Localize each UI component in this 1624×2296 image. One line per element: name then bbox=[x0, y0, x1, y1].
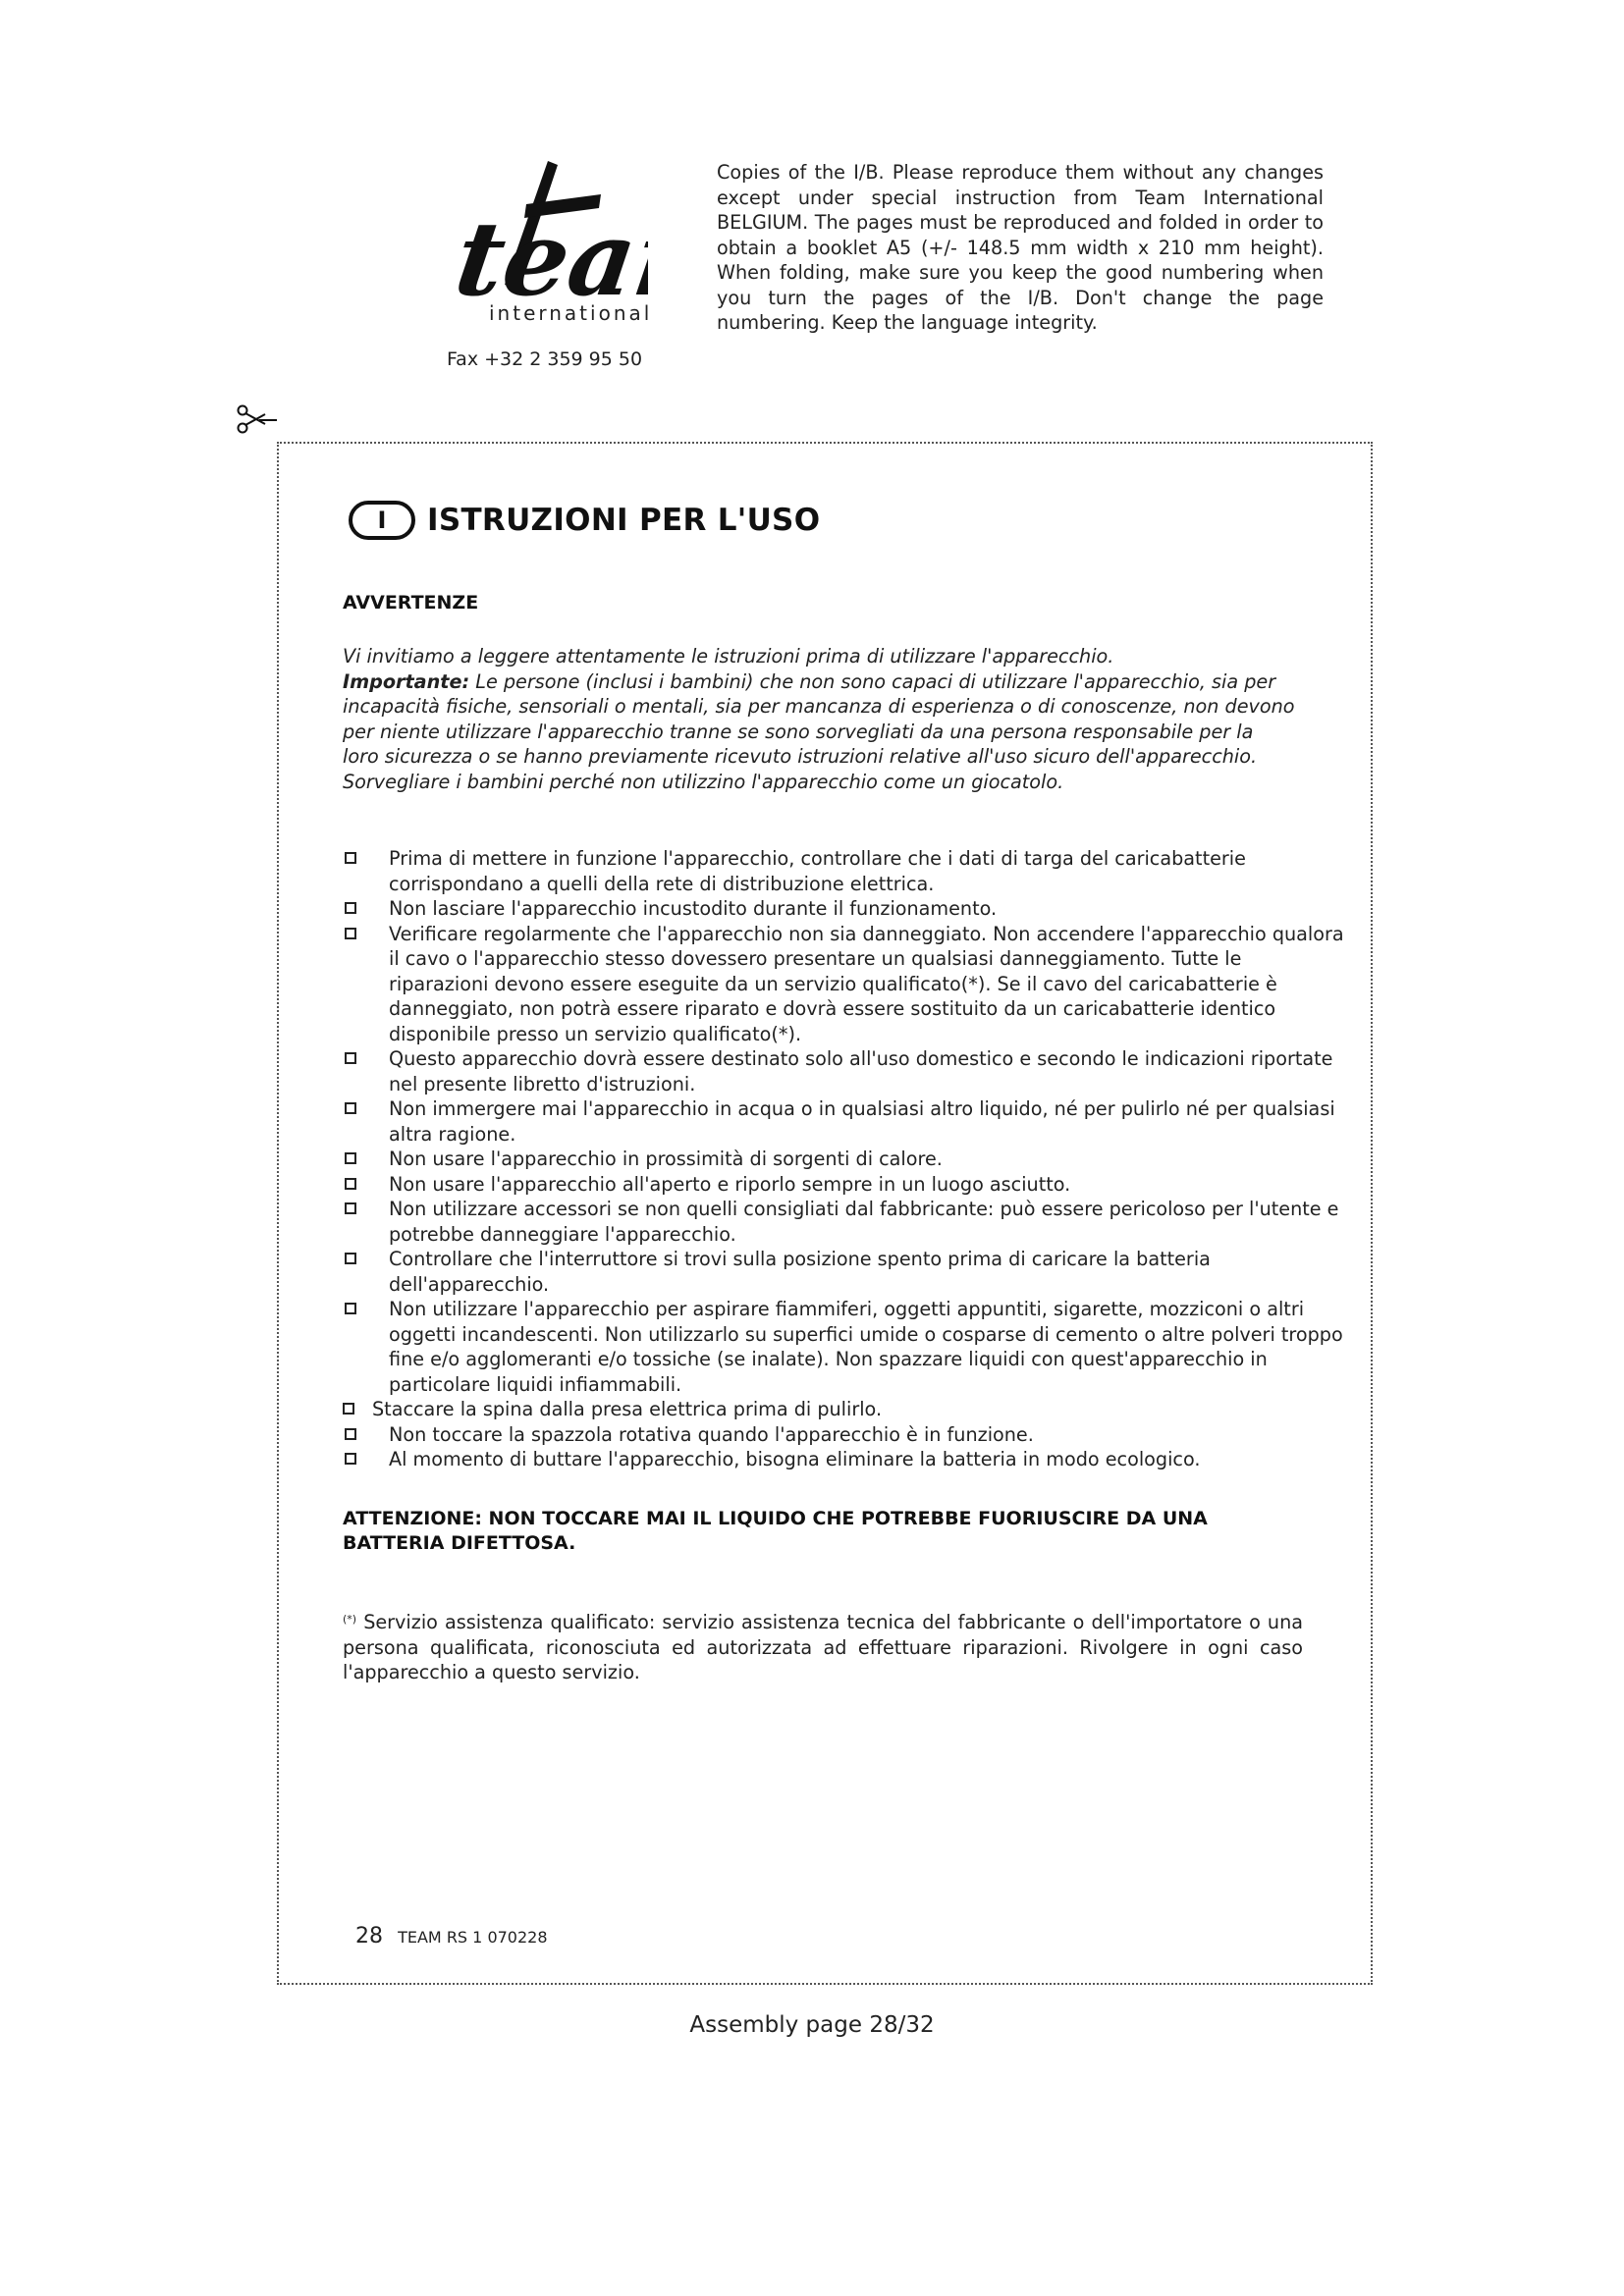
footnote bbox=[343, 1607, 1303, 1685]
list-item: Non lasciare l'apparecchio incustodito durante il funzionamento. bbox=[343, 896, 1344, 922]
checkbox-icon bbox=[345, 852, 356, 864]
svg-text:team: team bbox=[448, 198, 648, 319]
intro-line: Vi invitiamo a leggere attentamente le istruzioni prima di utilizzare l'apparecchio. bbox=[343, 645, 1114, 667]
team-international-logo bbox=[432, 157, 648, 339]
checkbox-icon bbox=[345, 1253, 356, 1264]
checkbox-icon bbox=[345, 1453, 356, 1465]
assembly-page-label: Assembly page 28/32 bbox=[689, 2012, 935, 2038]
checkbox-icon bbox=[345, 1178, 356, 1190]
list-item: Staccare la spina dalla presa elettrica prima di pulirlo. bbox=[343, 1397, 1344, 1422]
footnote-marker: (*) bbox=[343, 1613, 357, 1626]
list-item: Non utilizzare l'apparecchio per aspirare fiammiferi, oggetti appuntiti, sigarette, mozziconi o altri oggetti incandescenti. Non utilizzarlo su superfici umide o cosparse di cemento o altre polveri troppo fine e/o agglomeranti e/o tossiche (se inalate). Non spazzare liquidi con quest'apparecchio in particolare liquidi infiammabili. bbox=[343, 1297, 1344, 1397]
language-badge: I bbox=[349, 501, 415, 540]
list-item: Non usare l'apparecchio in prossimità di sorgenti di calore. bbox=[343, 1147, 1344, 1172]
list-item: Prima di mettere in funzione l'apparecchio, controllare che i dati di targa del caricabatterie corrispondano a quelli della rete di distribuzione elettrica. bbox=[343, 846, 1344, 896]
page-title: ISTRUZIONI PER L'USO bbox=[427, 503, 821, 538]
page-footer bbox=[355, 1924, 548, 1949]
checkbox-icon bbox=[345, 1303, 356, 1314]
checkbox-icon bbox=[345, 1102, 356, 1114]
checkbox-icon bbox=[345, 928, 356, 939]
supervision-line: Sorvegliare i bambini perché non utilizzino l'apparecchio come un giocatolo. bbox=[343, 770, 1064, 793]
reproduction-note: Copies of the I/B. Please reproduce them without any changes except under special instruction from Team International BELGIUM. The pages must be reproduced and folded in order to obtain a booklet A5 (+/- 148.5 mm width x 210 mm height). When folding, make sure you keep the good numbering when you turn the pages of the I/B. Don't change the page numbering. Keep the language integrity. bbox=[717, 161, 1324, 334]
checkbox-icon bbox=[345, 1428, 356, 1440]
list-item: Verificare regolarmente che l'apparecchio non sia danneggiato. Non accendere l'apparecchio qualora il cavo o l'apparecchio stesso dovessero presentare un qualsiasi danneggiamento. Tutte le riparazioni devono essere eseguite da un servizio qualificato(*). Se il cavo del caricabatterie è danneggiato, non potrà essere riparato e dovrà essere sostituito da un caricabatterie identico disponibile presso un servizio qualificato(*). bbox=[343, 922, 1344, 1047]
warnings-list bbox=[343, 846, 1344, 1472]
scissors-icon bbox=[236, 404, 277, 436]
checkbox-icon bbox=[345, 1152, 356, 1164]
list-item: Non toccare la spazzola rotativa quando l'apparecchio è in funzione. bbox=[343, 1422, 1344, 1448]
checkbox-icon bbox=[345, 1052, 356, 1064]
list-item: Al momento di buttare l'apparecchio, bisogna eliminare la batteria in modo ecologico. bbox=[343, 1447, 1344, 1472]
model-code: TEAM RS 1 070228 bbox=[398, 1928, 548, 1947]
warnings-heading: AVVERTENZE bbox=[343, 592, 479, 614]
battery-attention-notice: ATTENZIONE: NON TOCCARE MAI IL LIQUIDO CHE POTREBBE FUORIUSCIRE DA UNA BATTERIA DIFETTOSA. bbox=[343, 1508, 1208, 1554]
checkbox-icon bbox=[345, 1202, 356, 1214]
team-logo-graphic bbox=[432, 157, 648, 339]
list-item: Questo apparecchio dovrà essere destinato solo all'uso domestico e secondo le indicazioni riportate nel presente libretto d'istruzioni. bbox=[343, 1046, 1344, 1096]
fax-number: Fax +32 2 359 95 50 bbox=[447, 348, 643, 370]
list-item: Non immergere mai l'apparecchio in acqua o in qualsiasi altro liquido, né per pulirlo né per qualsiasi altra ragione. bbox=[343, 1096, 1344, 1147]
section-title bbox=[349, 497, 820, 544]
intro-paragraph bbox=[343, 644, 1295, 794]
important-text: Le persone (inclusi i bambini) che non sono capaci di utilizzare l'apparecchio, sia per incapacità fisiche, sensoriali o mentali, sia per mancanza di esperienza o di conoscenze, non devono per niente utilizzare l'apparecchio tranne se sono sorvegliati da una persona responsabile per la loro sicurezza o se hanno previamente ricevuto istruzioni relative all'uso sicuro dell'apparecchio. bbox=[343, 669, 1295, 768]
list-item: Non usare l'apparecchio all'aperto e riporlo sempre in un luogo asciutto. bbox=[343, 1172, 1344, 1198]
checkbox-icon bbox=[345, 902, 356, 914]
list-item: Controllare che l'interruttore si trovi sulla posizione spento prima di caricare la batteria dell'apparecchio. bbox=[343, 1247, 1344, 1297]
checkbox-icon bbox=[343, 1403, 354, 1415]
page-number: 28 bbox=[355, 1924, 383, 1949]
important-label: Importante: bbox=[343, 669, 470, 693]
list-item: Non utilizzare accessori se non quelli consigliati dal fabbricante: può essere pericoloso per l'utente e potrebbe danneggiare l'apparecchio. bbox=[343, 1197, 1344, 1247]
footnote-text: Servizio assistenza qualificato: servizio assistenza tecnica del fabbricante o dell'importatore o una persona qualificata, riconosciuta ed autorizzata ad effettuare riparazioni. Rivolgere in ogni caso l'apparecchio a questo servizio. bbox=[343, 1611, 1303, 1683]
svg-text:international: international bbox=[489, 301, 648, 325]
